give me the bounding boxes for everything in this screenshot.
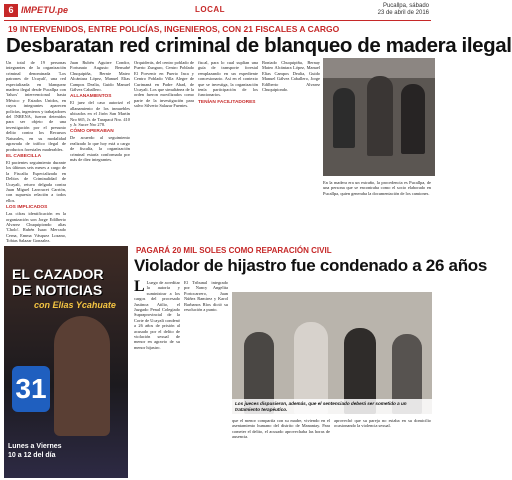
lead-col1b-text: El pacientes seguimiento durante los últimos seis meses a cargo de la Fiscalía Especializada en Delitos de Criminalidad de Ucayali, retuvo delgada contra Juan Miguel Larroucet Carrión, con supuesta relación a todos ellos. — [6, 159, 66, 203]
lead-column-5 — [262, 60, 320, 242]
lead-col2c-text: De acuerdo al seguimiento realizado lo que hoy está a cargo de fiscalía, la organización criminal estaría conformada por más de diez integrantes. — [70, 135, 130, 163]
lead-column-4 — [198, 60, 258, 242]
lead-col3-text: Orquiderás, del centro poblado de Puerto Zungaro, Centro Poblado El Porvenir en Puerto Inca y Centro Poblado Villa Alegre de Curimaná en Padre Abad, de Ucayali. Los que simultánea de la orden fueron movilizados como parte de la investigación para salvo Silverio Salazar Fuentes. — [134, 60, 194, 109]
lead-column-6 — [323, 180, 431, 242]
lead-col1-subhead-2: LOS IMPLICADOS — [6, 205, 48, 211]
header-rule — [4, 20, 431, 21]
lead-col4-text: fiscal, para lo cual suplían una guía de transporte forestal remplazando en un expediente concesionario. Así en el contexto que se investiga, la organización tenía participación de los funcionarios. — [198, 60, 258, 98]
lead-col1c-text: Las cifras identificación en la organización son Jorge Edilberto Alvarez Chuquipiondo alias 'Cholo'. Rubén Isaac Mercado Cerna, Emma Vásquez Lozano, Tobias Salazar Gonzalez. — [6, 211, 66, 244]
second-col4-text: aprovechó que su pareja no estaba en su domicilio ocasionando la violencia sexual. — [334, 418, 431, 429]
lead-photo-figure — [367, 76, 393, 156]
second-column-1 — [134, 280, 180, 476]
lead-col4-subhead: TENÍAN FACILITADORES — [198, 99, 256, 105]
page-header — [0, 0, 435, 20]
lead-column-2 — [70, 60, 130, 242]
dateline — [378, 3, 429, 17]
tv-advert — [4, 246, 128, 476]
advert-title-line-1: EL CAZADOR — [12, 266, 104, 282]
lead-column-3 — [134, 60, 194, 242]
second-column-4 — [334, 418, 431, 476]
lead-photo — [323, 58, 435, 176]
lead-col1-subhead: EL CABECILLA — [6, 153, 42, 159]
advert-host-photo — [54, 316, 110, 436]
dateline-date: 23 de abril de 2016 — [377, 10, 429, 16]
lead-photo-wall — [323, 58, 435, 78]
lead-photo-figure — [333, 88, 355, 148]
channel-badge: 31 — [12, 366, 50, 412]
brand-logo: IMPETU.pe — [21, 5, 69, 15]
lead-col6-text: En la madera era un extraño, la procedencia es Pucallpa, de una persona que se encontraba como el socio elaborado en Pucallpa, quien generaba la documentación de los camiones. — [323, 180, 431, 196]
second-col2-text: El Tribunal integrado por Nancy Angelita Portocarrero, Juan Núñez Ramirez y Karol Barbanos Ríos dictó su resolución a punto. — [184, 280, 228, 313]
advert-title-line-2: DE NOTICIAS — [12, 282, 103, 298]
second-col1-text: Luego de acreditar la autoría y suministrar a los cargos del procesado Justinoa Atilio, el Juzgado Penal Colegiado Supraprovincial de la Corte de Ucayali condenó a 26 años de prisión al acusado por el delito de violación sexual de menor en agravio de su menor hijastro. — [134, 280, 180, 350]
second-headline: Violador de hijastro fue condenado a 26 años — [134, 256, 488, 275]
dateline-place: Pucallpa, sábado — [382, 3, 429, 9]
lead-photo-figure — [401, 84, 425, 154]
lead-col2-subhead-2: CÓMO OPERABAN — [70, 129, 114, 135]
lead-headline: Desbaratan red criminal de blanqueo de madera ilegal — [6, 34, 512, 57]
lead-col2-text: Juan Rubén Aguirre Condor, Fortunato Augusto Bensabé Chuquipiña, Bernie Mateo Alcántara López, Manuel Elias Campos Dealia, Guido Manuel Gálvez Caballero. — [70, 60, 130, 93]
second-kicker: PAGARÁ 20 MIL SOLES COMO REPARACIÓN CIVIL — [136, 246, 332, 255]
lead-col1-text: Un total de 19 personas integrantes de la organización criminal denominada 'Los patrones de Ucayali', una red especializada en blanquear madera ilegal desde Pucallpa con 'falsos' intervencional hasta México y Estados Unidos, en cuyos integrantes aparecen policías, ingenieros y trabajadores del INRENA, fueron detenidos para ser objeto de una investigación por el presunto delito contra los Recursos Naturales, en su modalidad agravada de tráfico ilegal de productos forestales maderables. — [6, 60, 66, 152]
lead-col5-text: Boniado Chuquipiña, Bernay Mateo Alcántara López, Manuel Elias Campos Dealia, Guido Manuel Gálvez Caballero, Jorge Edilberto Alvarez Chuquipiondo. — [262, 60, 320, 93]
second-col3-text: que el menor compartía con su madre, viviendo en el asentamiento humano del distrito de Manantay. Para cometer el delito, el acusado aprovechaba las horas de ausencia. — [232, 418, 330, 440]
advert-schedule-days: Lunes a Viernes — [8, 443, 62, 450]
lead-col2b-text: El juez del caso autorizó el allanamiento de los inmuebles ubicados en el Jirón San Martín Nro 665, Jr. de Tarapacá Nro. 410 y Jr. Sucre Nro 278. — [70, 100, 130, 128]
lead-kicker: 19 INTERVENIDOS, ENTRE POLICÍAS, INGENIEROS, CON 21 FISCALES A CARGO — [8, 24, 340, 34]
lead-col2-subhead: ALLANAMIENTOS — [70, 94, 112, 100]
section-label: LOCAL — [195, 5, 226, 14]
second-column-3 — [232, 418, 330, 476]
advert-schedule — [8, 442, 62, 460]
second-photo — [232, 292, 432, 414]
advert-host: con Elias Ycahuate — [34, 300, 116, 310]
second-column-2 — [184, 280, 228, 476]
page-number: 6 — [4, 4, 18, 17]
drop-cap: L — [134, 278, 145, 295]
advert-schedule-hours: 10 a 12 del día — [8, 452, 56, 459]
second-photo-caption: Los jueces dispusieron, además, que el sentenciado deberá ser sometido a un tratamiento terapéutico. — [232, 399, 432, 414]
lead-column-1 — [6, 60, 66, 242]
